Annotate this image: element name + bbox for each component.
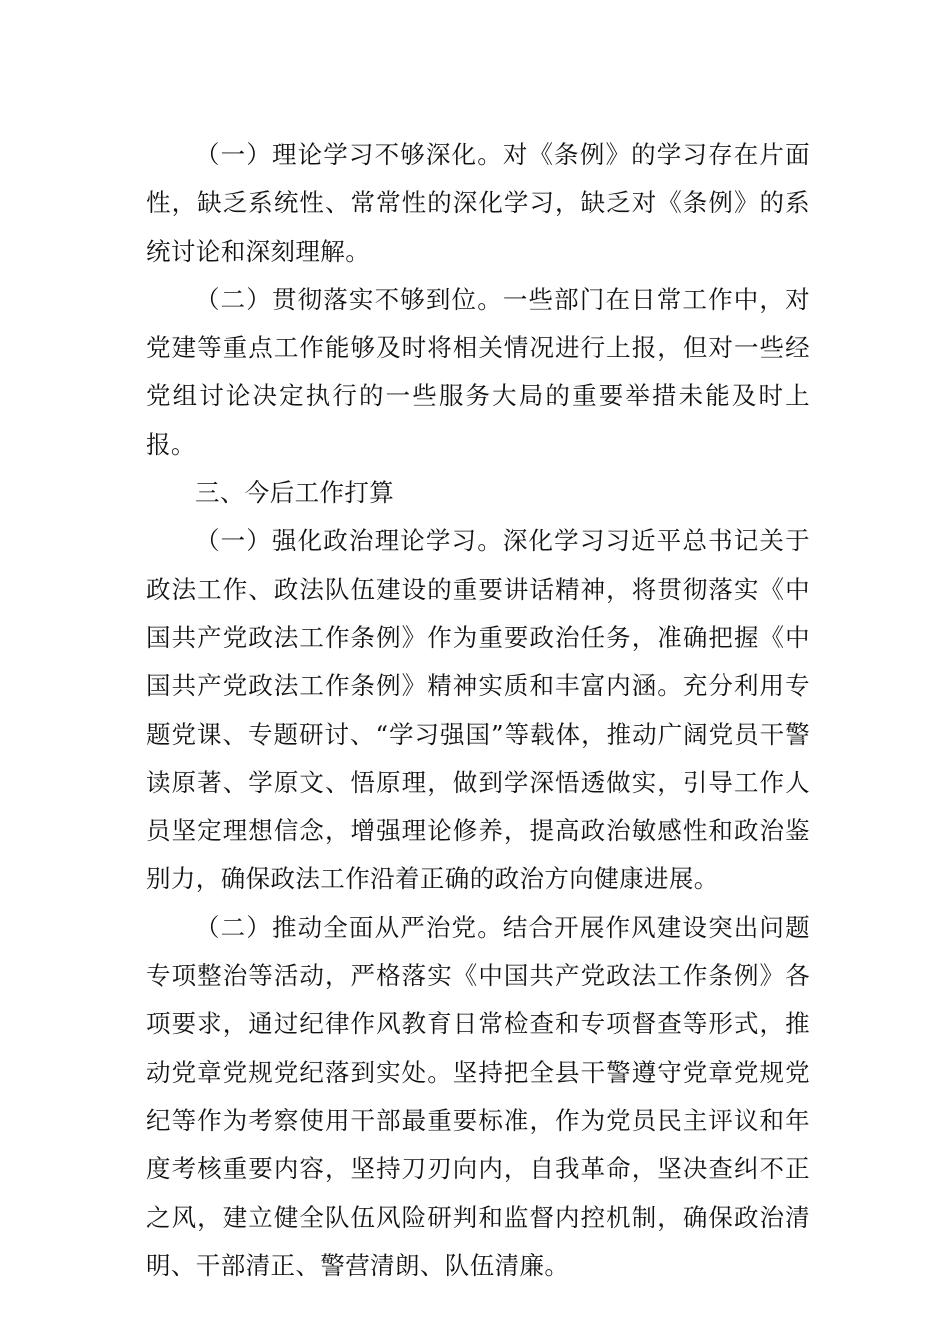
document-body xyxy=(146,131,810,1290)
paragraph-theory-study-issue: （一）理论学习不够深化。对《条例》的学习存在片面性，缺乏系统性、常常性的深化学习，缺乏对《条例》的系统讨论和深刻理解。 xyxy=(146,140,810,266)
section-heading-future-plans: 三、今后工作打算 xyxy=(195,478,395,508)
paragraph-strict-party-governance: （二）推动全面从严治党。结合开展作风建设突出问题专项整治等活动，严格落实《中国共产党政法工作条例》各项要求，通过纪律作风教育日常检查和专项督查等形式，推动党章党规党纪落到实处。坚持把全县干警遵守党章党规党纪等作为考察使用干部最重要标准，作为党员民主评议和年度考核重要内容，坚持刀刃向内，自我革命，坚决查纠不正之风，建立健全队伍风险研判和监督内控机制，确保政治清明、干部清正、警营清朗、队伍清廉。 xyxy=(146,912,810,1280)
paragraph-implementation-issue: （二）贯彻落实不够到位。一些部门在日常工作中，对党建等重点工作能够及时将相关情况进行上报，但对一些经党组讨论决定执行的一些服务大局的重要举措未能及时上报。 xyxy=(146,284,810,459)
paragraph-strengthen-theory-study: （一）强化政治理论学习。深化学习习近平总书记关于政法工作、政法队伍建设的重要讲话精神，将贯彻落实《中国共产党政法工作条例》作为重要政治任务，准确把握《中国共产党政法工作条例》精神实质和丰富内涵。充分利用专题党课、专题研讨、“学习强国”等载体，推动广阔党员干警读原著、学原文、悟原理，做到学深悟透做实，引导工作人员坚定理想信念，增强理论修养，提高政治敏感性和政治鉴别力，确保政法工作沿着正确的政治方向健康进展。 xyxy=(146,526,810,894)
